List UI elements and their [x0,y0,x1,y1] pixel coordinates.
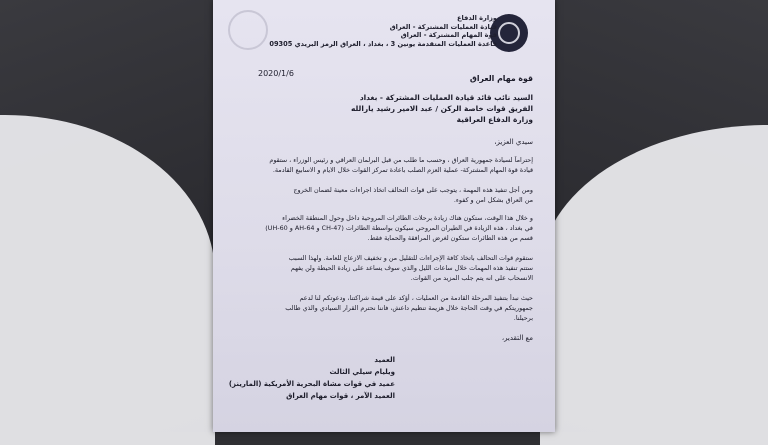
addressee-org: قوة مهام العراق [469,74,533,83]
salutation: سيدي العزيز، [494,138,533,146]
paragraph-1 [235,156,533,176]
paragraph-line: ومن أجل تنفيذ هذه المهمة ، يتوجب على قوات التحالف اتخاذ اجراءات معينة لضمان الخروج [293,186,533,194]
letter-document [213,0,555,432]
signature-line: ويليام سيلي الثالث [329,368,395,376]
letterhead-line: وزارة الدفاع [457,14,497,22]
addressee-line: وزارة الدفاع العراقية [456,115,533,124]
paragraph-line: قيادة قوة المهام المشتركة- عملية العزم الصلب باعادة تمركز القوات خلال الايام و الاسابيع القادمة. [272,165,533,174]
paragraph-5 [235,294,533,323]
paragraph-line: برحيلنا. [513,313,533,322]
paragraph-4 [235,254,533,283]
closing: مع التقدير، [501,334,533,342]
addressee-line: السيد نائب قائد قيادة العمليات المشتركة - بغداد [359,93,533,102]
letterhead [269,14,497,48]
watermark-seal-icon [228,10,268,50]
paragraph-line: ستقوم قوات التحالف باتخاذ كافة الإجراءات للتقليل من و تخفيف الازعاج للعامة. ولهذا السبب [288,254,533,262]
paragraph-line: في بغداد ، هذه الزيادة في الطيران المروحي سيكون بواسطة الطائرات (CH-47 و AH-64 و UH-60) [265,223,533,232]
paragraph-line: قسم من هذه الطائرات ستكون لغرض المرافقة والحماية فقط. [367,233,533,242]
letterhead-line: قوة المهام المشتركة - العراق [400,31,497,40]
paragraph-line: و خلال هذا الوقت، ستكون هناك زيادة برحلات الطائرات المروحية داخل وحول المنطقة الخضراء [282,214,533,222]
signature-line: العميد [374,356,395,364]
letter-date: 2020/1/6 [258,69,294,78]
paragraph-line: من العراق بشكل امن و كفوء. [453,195,533,204]
signature-line: عميد في قوات مشاة البحرية الأمريكية (المارينز) [228,380,395,388]
paragraph-3 [235,214,533,243]
paragraph-line: الانسحاب على انه يتم جلب المزيد من القوات. [410,273,533,282]
signature-line: العميد الآمر ، قوات مهام العراق [286,392,395,400]
paragraph-2 [235,186,533,206]
paragraph-line: ستتم تنفيذ هذه المهمات خلال ساعات الليل والذي سوف يساعد على زيادة الحيطة ولن يفهم [290,263,533,272]
paragraph-line: إحتراماً لسيادة جمهورية العراق ، وحسب ما طلب من قبل البرلمان العراقي و رئيس الوزراء ، ستقوم [269,156,533,164]
paragraph-line: حيث نبدأ بتنفيذ المرحلة القادمة من العمليات ، أؤكد على قيمة شراكتنا، ودعوتكم لنا لدعم [299,294,533,302]
letterhead-line: قاعدة العمليات المتقدمة يونين 3 ، بغداد ، العراق الرمز البريدي 09305 [269,39,497,48]
paragraph-line: جمهوريتكم في وقت الحاجة خلال هزيمة تنظيم داعش، فاننا نحترم القرار السيادي والذي طالب [285,303,533,312]
letterhead-line: قيادة العمليات المشتركة - العراق [389,22,497,31]
addressee-line: الفريق قوات خاصة الركن / عبد الامير رشيد يارالله [351,104,533,113]
